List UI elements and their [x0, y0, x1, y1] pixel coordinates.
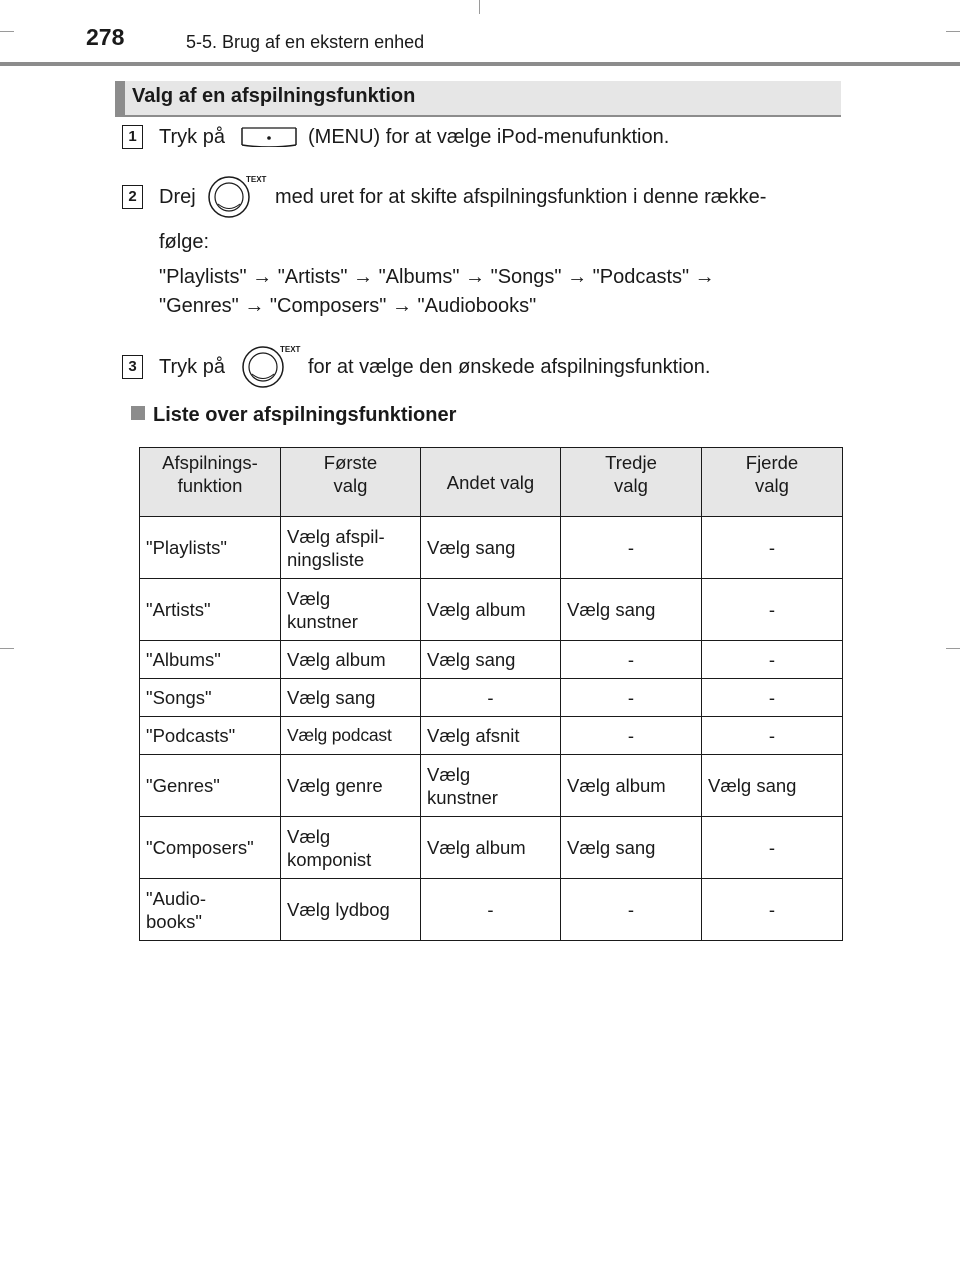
title-bar [115, 81, 841, 117]
subheading-text: Liste over afspilningsfunktioner [153, 404, 457, 426]
table-cell: Vælg lydbog [281, 879, 421, 941]
playback-modes-table [139, 447, 843, 941]
table-cell: - [421, 879, 561, 941]
table-cell: Vælg komponist [281, 817, 421, 879]
crop-mark [946, 648, 960, 649]
table-row [140, 679, 843, 717]
crop-mark [946, 31, 960, 32]
table-cell: - [561, 879, 702, 941]
table-cell: Vælg sang [421, 517, 561, 579]
sequence-line-2 [159, 295, 536, 318]
step-2-text-after: med uret for at skifte afspilningsfunktion i denne række- [275, 186, 767, 208]
arrow-right-icon: → [567, 266, 588, 288]
step-3-text-before: Tryk på [159, 356, 225, 378]
table-cell: "Podcasts" [140, 717, 281, 755]
sequence-item: "Albums" [378, 266, 460, 288]
table-cell: - [561, 679, 702, 717]
table-cell: "Songs" [140, 679, 281, 717]
crop-mark [479, 0, 480, 14]
table-cell: Vælg podcast [281, 717, 421, 755]
sequence-item: "Audiobooks" [417, 295, 537, 317]
table-cell: "Artists" [140, 579, 281, 641]
title-text: Valg af en afspilningsfunktion [132, 85, 416, 107]
step-1-text-before: Tryk på [159, 126, 225, 148]
table-cell: "Albums" [140, 641, 281, 679]
table-cell: "Genres" [140, 755, 281, 817]
step-2-continuation: følge: [159, 231, 210, 253]
sequence-item: "Artists" [277, 266, 348, 288]
table-cell: Vælg afspil- ningsliste [281, 517, 421, 579]
table-header-cell: Fjerde valg [702, 448, 843, 517]
table-row [140, 517, 843, 579]
sequence-item: "Composers" [269, 295, 387, 317]
arrow-right-icon: → [694, 266, 715, 288]
square-bullet-icon [131, 406, 145, 420]
table-cell: "Playlists" [140, 517, 281, 579]
step-number-1: 1 [122, 125, 143, 149]
arrow-right-icon: → [391, 295, 412, 317]
table-cell: - [702, 679, 843, 717]
section-title: 5-5. Brug af en ekstern enhed [186, 32, 425, 52]
table-row [140, 641, 843, 679]
table-header-cell: Afspilnings- funktion [140, 448, 281, 517]
table-cell: - [561, 517, 702, 579]
sequence-line-1 [159, 266, 715, 289]
subheading [131, 404, 456, 427]
table-cell: Vælg album [421, 817, 561, 879]
knob-label: TEXT [280, 345, 301, 354]
table-row [140, 817, 843, 879]
table-cell: - [702, 817, 843, 879]
table-cell: Vælg album [561, 755, 702, 817]
table-header-row [140, 448, 843, 517]
table-header-cell: Første valg [281, 448, 421, 517]
table-row [140, 879, 843, 941]
tune-knob-icon [208, 173, 268, 221]
table-cell: Vælg kunstner [281, 579, 421, 641]
table-cell: - [702, 879, 843, 941]
table-cell: - [702, 517, 843, 579]
table-cell: Vælg album [281, 641, 421, 679]
step-number-3: 3 [122, 355, 143, 379]
table-cell: - [561, 717, 702, 755]
step-3-text-after: for at vælge den ønskede afspilningsfunktion. [308, 356, 711, 378]
table-cell: Vælg genre [281, 755, 421, 817]
table-row [140, 579, 843, 641]
arrow-right-icon: → [252, 266, 273, 288]
sequence-item: "Playlists" [159, 266, 247, 288]
table-cell: - [561, 641, 702, 679]
title-accent [115, 81, 125, 115]
table-cell: Vælg sang [561, 817, 702, 879]
knob-label: TEXT [246, 175, 267, 184]
table-header-cell: Andet valg [421, 448, 561, 517]
table-cell: Vælg album [421, 579, 561, 641]
page-number: 278 [86, 24, 125, 50]
table-cell: - [421, 679, 561, 717]
tune-knob-icon [242, 343, 302, 391]
arrow-right-icon: → [353, 266, 374, 288]
arrow-right-icon: → [465, 266, 486, 288]
table-cell: - [702, 717, 843, 755]
menu-button-icon [241, 125, 297, 147]
step-number-2: 2 [122, 185, 143, 209]
table-cell: Vælg sang [702, 755, 843, 817]
table-cell: Vælg sang [561, 579, 702, 641]
step-1-text-after: (MENU) for at vælge iPod-menufunktion. [308, 126, 670, 148]
sequence-item: "Genres" [159, 295, 239, 317]
table-cell: "Audio- books" [140, 879, 281, 941]
step-2-text-before: Drej [159, 186, 196, 208]
header-rule [0, 62, 960, 66]
table-cell: Vælg sang [421, 641, 561, 679]
table-row [140, 717, 843, 755]
arrow-right-icon: → [244, 295, 265, 317]
crop-mark [0, 31, 14, 32]
crop-mark [0, 648, 14, 649]
table-header-cell: Tredje valg [561, 448, 702, 517]
table-cell: "Composers" [140, 817, 281, 879]
table-row [140, 755, 843, 817]
sequence-item: "Songs" [490, 266, 562, 288]
table-cell: - [702, 641, 843, 679]
sequence-item: "Podcasts" [592, 266, 690, 288]
table-cell: - [702, 579, 843, 641]
table-cell: Vælg afsnit [421, 717, 561, 755]
table-cell: Vælg kunstner [421, 755, 561, 817]
table-cell: Vælg sang [281, 679, 421, 717]
